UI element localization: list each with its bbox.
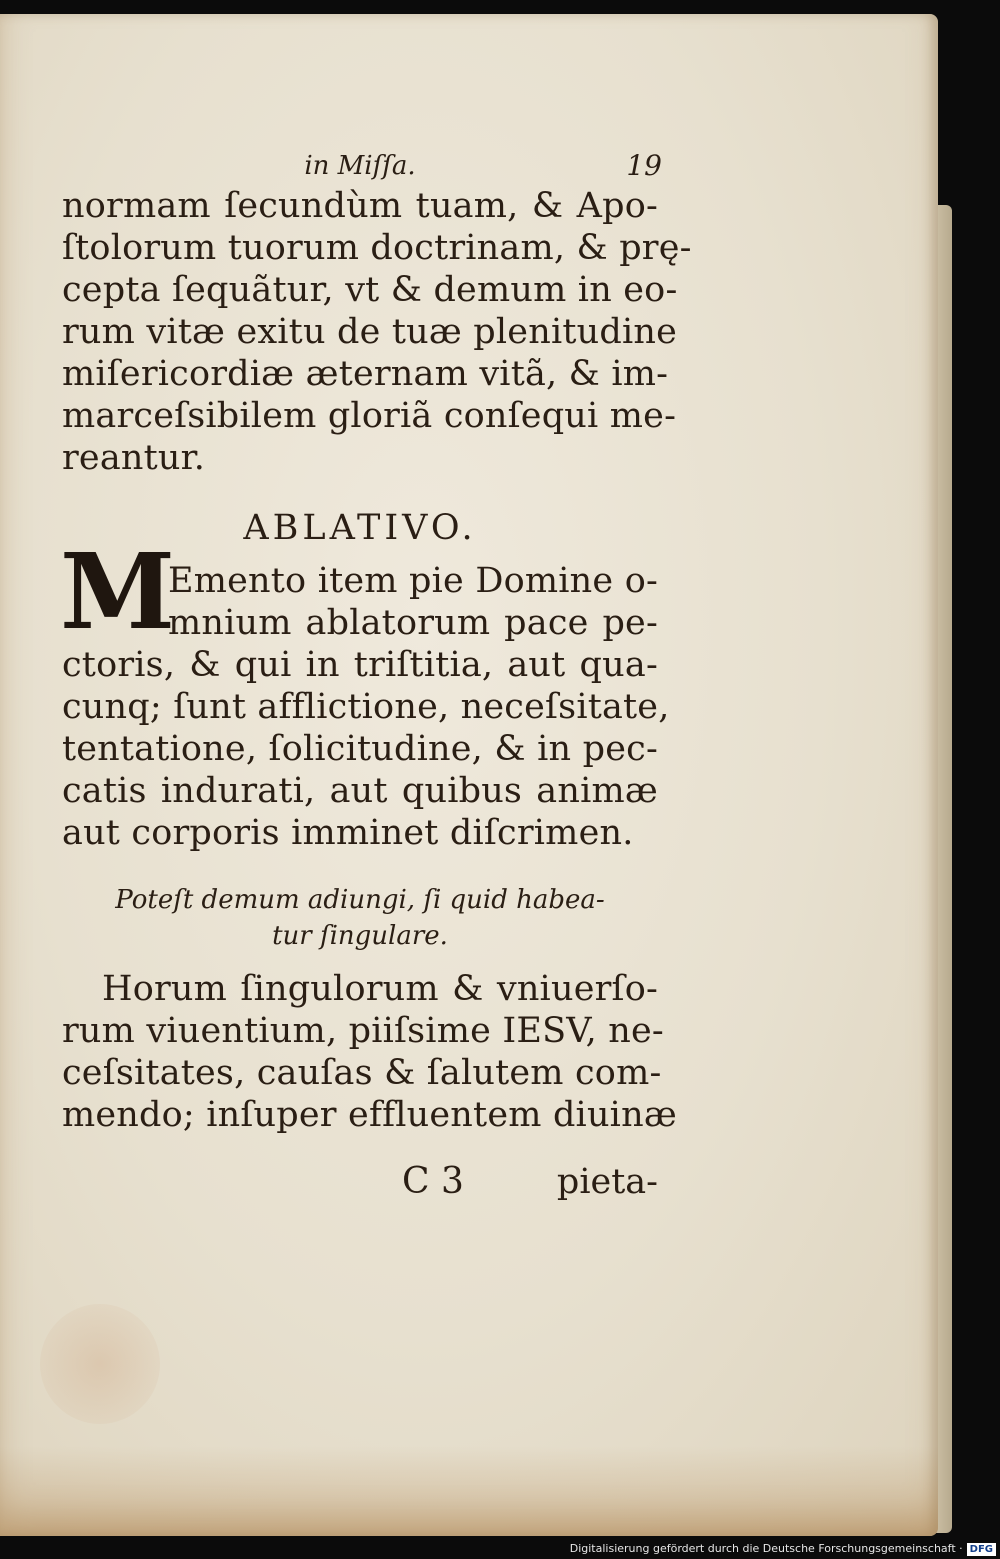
text-line: rum vitæ exitu de tuæ plenitudine [62, 312, 677, 352]
running-title: in Miſſa. [304, 151, 416, 181]
text-line: mendo; inſuper effluentem diuinæ [62, 1095, 677, 1135]
text-line: ceſsitates, cauſas & ſalutem com- [62, 1053, 662, 1093]
text-line: Emento item pie Domine o- [168, 561, 658, 601]
text-line: marceſsibilem gloriã conſequi me- [62, 396, 677, 436]
signature-mark: C 3 [402, 1161, 464, 1202]
text-line: cepta ſequãtur, vt & demum in eo- [62, 270, 678, 310]
rubric-line: tur ſingulare. [272, 921, 448, 951]
text-line: Horum ſingulorum & vniuerſo- [102, 969, 658, 1009]
folio-number: 19 [626, 149, 662, 182]
water-stain [0, 1446, 938, 1536]
section-heading: ABLATIVO. [243, 508, 477, 548]
text-line: normam ſecundùm tuam, & Apo- [62, 186, 658, 226]
rubric-line: Poteſt demum adiungi, ſi quid habea- [115, 885, 605, 915]
digitization-credit [560, 1541, 996, 1557]
text-line: mnium ablatorum pace pe- [168, 603, 658, 643]
scanned-page [0, 14, 938, 1536]
text-line: tentatione, ſolicitudine, & in pec- [62, 729, 658, 769]
credit-text: Digitalisierung gefördert durch die Deutsche Forschungsgemeinschaft · [569, 1542, 963, 1555]
text-line: ctoris, & qui in triſtitia, aut qua- [62, 645, 658, 685]
text-line: rum viuentium, piiſsime IESV, ne- [62, 1011, 664, 1051]
catchword: pieta- [556, 1162, 658, 1202]
dfg-logo: DFG [967, 1543, 996, 1556]
text-line: cunq; ſunt afflictione, neceſsitate, [62, 687, 670, 727]
text-line: aut corporis imminet diſcrimen. [62, 813, 634, 853]
drop-cap-initial: M [60, 530, 176, 653]
text-line: miſericordiæ æternam vitã, & im- [62, 354, 669, 394]
text-line: ſtolorum tuorum doctrinam, & prę- [62, 228, 692, 268]
text-line: reantur. [62, 438, 206, 478]
foxing-stain [40, 1304, 160, 1424]
text-line: catis indurati, aut quibus animæ [62, 771, 658, 811]
